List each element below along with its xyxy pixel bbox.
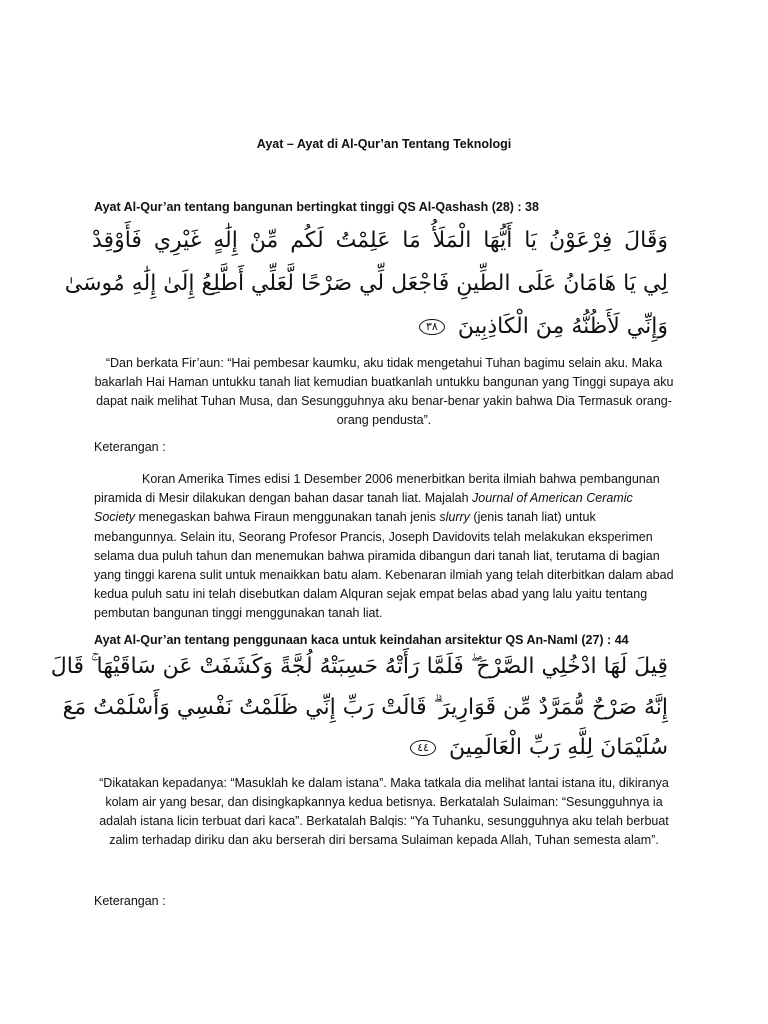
keterangan-label: Keterangan : (94, 894, 166, 908)
arabic-verse-line (92, 312, 668, 342)
arabic-verse-line: إِنَّهُ صَرْحٌ مُّمَرَّدٌ مِّن قَوَارِيرَ ۗ قَالَتْ رَبِّ إِنِّي ظَلَمْتُ نَفْسِي وَأَسْلَمْتُ مَعَ (62, 695, 668, 720)
slurry-term: slurry (439, 510, 470, 525)
arabic-verse-line: وَقَالَ فِرْعَوْنُ يَا أَيُّهَا الْمَلَأُ مَا عَلِمْتُ لَكُم مِّنْ إِلَٰهٍ غَيْرِي فَأَوْقِدْ (92, 228, 668, 253)
section-heading-qashash: Ayat Al-Qur’an tentang bangunan bertingkat tinggi QS Al-Qashash (28) : 38 (94, 200, 539, 214)
keterangan-label: Keterangan : (94, 440, 166, 454)
arabic-verse-line: لِي يَا هَامَانُ عَلَى الطِّينِ فَاجْعَل لِّي صَرْحًا لَّعَلِّي أَطَّلِعُ إِلَىٰ إِلَٰهِ مُوسَىٰ (64, 271, 668, 296)
section-heading-naml: Ayat Al-Qur’an tentang penggunaan kaca untuk keindahan arsitektur QS An-Naml (27) : 44 (94, 633, 629, 647)
explanation-paragraph (94, 470, 674, 624)
paragraph-text: (jenis tanah liat) untuk mebangunnya. Selain itu, Seorang Profesor Prancis, Joseph Davidovits telah melakukan eksperimen selama dua puluh tahun dan menemukan bahwa piramida dibangun dari tanah liat, terutama di bagian yang tinggi karena sulit untuk menaikkan batu alam. Kebenaran ilmiah yang telah diterbitkan dalam abad kedua puluh satu ini telah disebutkan dalam Alquran sejak empat belas abad yang lalu yaitu tentang pembutan bangunan tinggi menggunakan tanah liat. (94, 510, 674, 621)
verse-number-marker: ٣٨ (419, 319, 445, 335)
arabic-verse-text: وَإِنِّي لَأَظُنُّهُ مِنَ الْكَاذِبِينَ (457, 314, 668, 339)
verse-translation: “Dan berkata Fir’aun: “Hai pembesar kaumku, aku tidak mengetahui Tuhan bagimu selain aku. Maka bakarlah Hai Haman untukku tanah liat kemudian buatkanlah untukku bangunan yang Tinggi supaya aku dapat naik melihat Tuhan Musa, dan Sesungguhnya aku benar-benar yakin bahwa Dia Termasuk orang-orang pendusta”. (94, 356, 674, 427)
document-title: Ayat – Ayat di Al-Qur’an Tentang Teknologi (256, 137, 512, 151)
paragraph-text: Koran Amerika Times edisi 1 Desember 2006 menerbitkan berita ilmiah bahwa pembangunan piramida di Mesir dilakukan dengan bahan dasar tanah liat. Majalah (94, 472, 660, 506)
arabic-verse-line (92, 733, 668, 763)
verse-translation: “Dikatakan kepadanya: “Masuklah ke dalam istana”. Maka tatkala dia melihat lantai istana itu, dikiranya kolam air yang besar, dan disingkapkannya kedua betisnya. Berkatalah Sulaiman: “Sesungguhnya ia adalah istana licin terbuat dari kaca”. Berkatalah Balqis: “Ya Tuhanku, sesungguhnya aku telah berbuat zalim terhadap diriku dan aku berserah diri bersama Sulaiman kepada Allah, Tuhan semesta alam”. (99, 776, 669, 847)
paragraph-text: menegaskan bahwa Firaun menggunakan tanah jenis (135, 510, 440, 525)
journal-name: Journal of American Ceramic Society (94, 491, 633, 525)
verse-number-marker: ٤٤ (410, 740, 436, 756)
arabic-verse-line: قِيلَ لَهَا ادْخُلِي الصَّرْحَ ۖ فَلَمَّا رَأَتْهُ حَسِبَتْهُ لُجَّةً وَكَشَفَتْ عَن سَاقَيْهَا ۚ قَالَ (50, 654, 668, 679)
arabic-verse-text: سُلَيْمَانَ لِلَّهِ رَبِّ الْعَالَمِينَ (449, 735, 668, 760)
